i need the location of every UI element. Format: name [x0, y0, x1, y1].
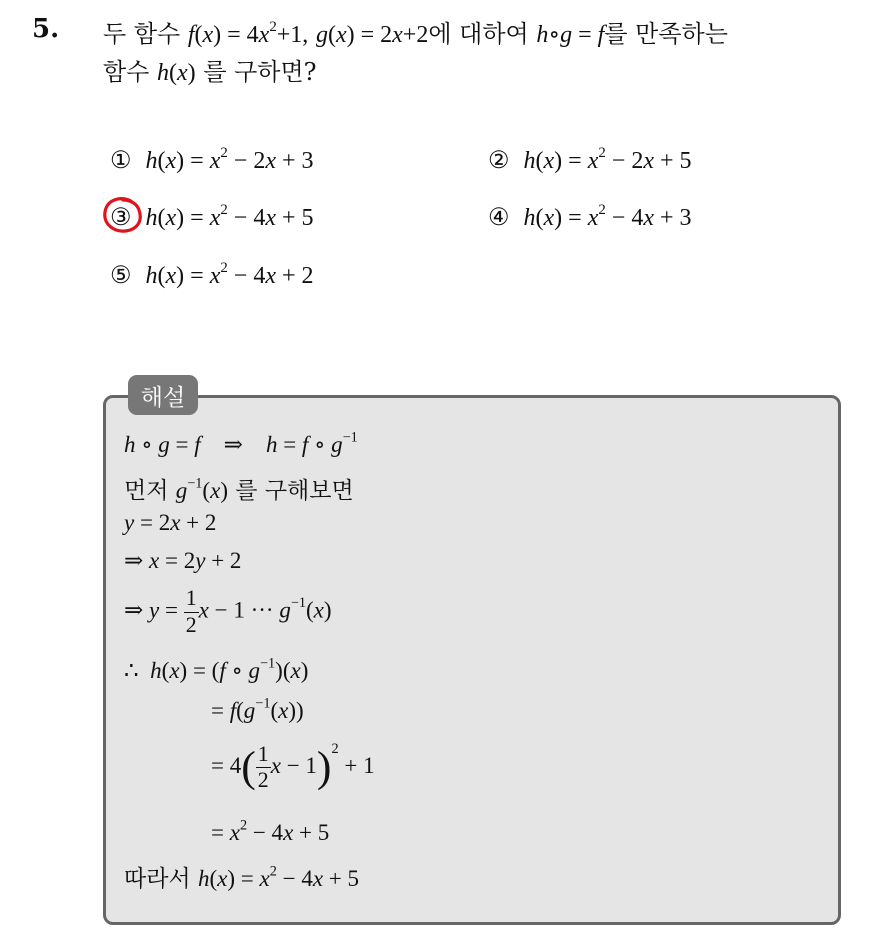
function-g-definition: g(x) = 2x+2	[315, 22, 429, 48]
function-f-definition: $f(x) = 4x^2+1$,	[187, 18, 309, 48]
solution-line-6: ∴ h(x) = (f ∘ $g^{-1})(x)$	[124, 655, 309, 683]
solution-line-2	[124, 472, 354, 505]
choice-mark-3: ③	[110, 205, 132, 231]
question-text-a: 두 함수	[103, 20, 188, 48]
choice-mark-5: ⑤	[110, 263, 132, 289]
solution-tag: 해설	[128, 375, 198, 415]
solution-line-5: ⇒ y = $\frac{1}{2}$ x − 1 ··· $g^{-1}(x)$	[124, 586, 332, 637]
solution-line-3: y = 2x + 2	[124, 510, 217, 535]
question-text-e: 를 구하면?	[203, 58, 317, 86]
inverse-g: $g^{-1}(x)$	[175, 475, 228, 503]
solution-line-9: = $x^2 - 4x + 5$	[211, 817, 330, 845]
choice-2[interactable]: ② $h(x) = x^2 - 2x + 5$	[488, 144, 692, 174]
choice-4[interactable]: ④ $h(x) = x^2 - 4x + 3$	[488, 201, 692, 231]
solution-text-c: 따라서	[124, 866, 191, 892]
question-text-b: 에 대하여	[428, 20, 529, 48]
solution-line-4: ⇒ x = 2y + 2	[124, 548, 242, 573]
solution-line-8: = 4( $\frac{1}{2}$ x − 1)$^2$ + 1	[211, 741, 375, 793]
question-line-2	[103, 52, 317, 87]
fraction-half-2: $\frac{1}{2}$	[257, 741, 269, 793]
question-line-1	[103, 14, 728, 49]
question-text-c: 를 만족하는	[604, 20, 728, 48]
solution-line-10	[124, 860, 359, 893]
solution-text-b: 를 구해보면	[235, 478, 354, 504]
final-answer: $h(x) = x^2 - 4x + 5$	[197, 863, 360, 891]
question-text-d: 함수	[103, 58, 150, 86]
fraction-half: $\frac{1}{2}$	[185, 586, 197, 637]
solution-line-1: h ∘ g = f ⇒ h = f ∘ $g^{-1}$	[124, 429, 358, 457]
solution-text-a: 먼저	[124, 478, 169, 504]
choice-5[interactable]: ⑤ $h(x) = x^2 - 4x + 2$	[110, 259, 314, 289]
choice-1[interactable]: ① $h(x) = x^2 - 2x + 3$	[110, 144, 314, 174]
solution-line-7: = $f(g^{-1}(x))$	[211, 695, 304, 723]
question-number: 5.	[32, 14, 60, 44]
choice-mark-4: ④	[488, 205, 510, 231]
function-h: h(x)	[157, 60, 196, 86]
selection-circle-icon	[101, 195, 145, 235]
choice-mark-2: ②	[488, 148, 510, 174]
composition-condition: h∘g = f	[536, 22, 605, 48]
choice-mark-1: ①	[110, 148, 132, 174]
choice-3[interactable]: ③ $h(x) = x^2 - 4x + 5$	[110, 201, 314, 231]
